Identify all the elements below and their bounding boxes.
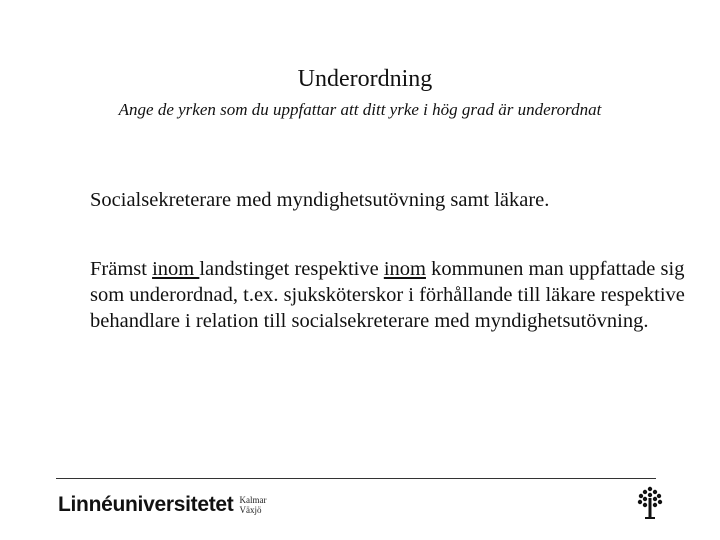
logo-place-kalmar: Kalmar (239, 495, 267, 505)
paragraph-text-part: Främst (90, 258, 153, 280)
university-logo (58, 490, 266, 520)
underlined-word: inom (383, 258, 426, 280)
logo-places (239, 495, 266, 515)
footer-divider (56, 478, 656, 479)
slide-title: Underordning (297, 66, 433, 92)
underlined-word: inom (152, 258, 200, 280)
paragraph-text-part: landstinget respektive (199, 258, 384, 280)
paragraph-text-part: kommunen man uppfattade sig som underordnad, t.ex. sjuksköterskor i förhållande till läkare respektive behandlare i relation till socialsekreterare med myndighetsutövning. (90, 258, 685, 332)
logo-place-vaxjo: Växjö (239, 505, 262, 515)
paragraph-explanation (90, 256, 690, 334)
tree-icon (636, 486, 664, 520)
slide-subtitle: Ange de yrken som du uppfattar att ditt yrke i hög grad är underordnat (118, 100, 602, 119)
logo-wordmark: Linnéuniversitetet (58, 493, 234, 516)
paragraph-professions: Socialsekreterare med myndighetsutövning samt läkare. (90, 189, 550, 211)
